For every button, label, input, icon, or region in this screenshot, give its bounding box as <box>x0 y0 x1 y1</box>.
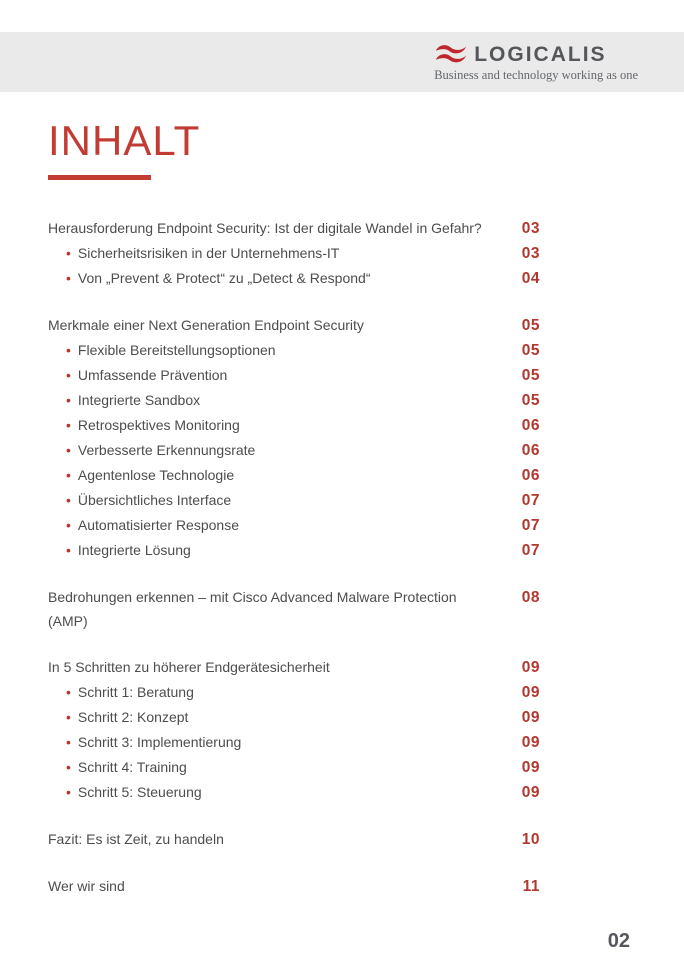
toc-entry-page: 03 <box>521 220 540 237</box>
toc-entry[interactable] <box>48 241 540 266</box>
toc-entry-label: Merkmale einer Next Generation Endpoint Security <box>48 317 364 333</box>
bullet-icon: • <box>66 467 71 483</box>
bullet-icon: • <box>66 245 71 261</box>
toc-entry-page: 05 <box>521 392 540 409</box>
toc-group <box>48 655 540 805</box>
toc-entry[interactable] <box>48 313 540 338</box>
bullet-icon: • <box>66 270 71 286</box>
toc-entry-label: • Verbesserte Erkennungsrate <box>66 442 256 458</box>
toc-group <box>48 827 540 852</box>
toc-entry-label: • Schritt 4: Training <box>66 759 187 775</box>
toc-entry-label: Bedrohungen erkennen – mit Cisco Advanced Malware Protection (AMP) <box>48 589 457 629</box>
toc-entry-page: 10 <box>521 831 540 848</box>
toc-entry-label: • Integrierte Sandbox <box>66 392 201 408</box>
toc-entry-page: 08 <box>521 589 540 606</box>
toc-entry[interactable] <box>48 513 540 538</box>
toc-entry-page: 06 <box>521 467 540 484</box>
toc-entry[interactable] <box>48 388 540 413</box>
bullet-icon: • <box>66 684 71 700</box>
toc-entry-label: • Umfassende Prävention <box>66 367 228 383</box>
bullet-icon: • <box>66 342 71 358</box>
toc-entry[interactable] <box>48 338 540 363</box>
toc-entry-label: • Von „Prevent & Protect“ zu „Detect & Respond“ <box>66 270 371 286</box>
toc-entry[interactable] <box>48 216 540 241</box>
toc-group <box>48 216 540 291</box>
toc-entry-page: 09 <box>521 709 540 726</box>
toc-group <box>48 585 540 633</box>
toc-group <box>48 313 540 563</box>
toc-entry[interactable] <box>48 538 540 563</box>
toc-entry-label: • Schritt 5: Steuerung <box>66 784 202 800</box>
toc-entry[interactable] <box>48 463 540 488</box>
toc-entry[interactable] <box>48 488 540 513</box>
toc-entry[interactable] <box>48 780 540 805</box>
toc-entry-label: Wer wir sind <box>48 878 125 894</box>
toc-entry-page: 07 <box>521 492 540 509</box>
footer-page-number: 02 <box>607 930 630 952</box>
toc-entry-page: 09 <box>521 684 540 701</box>
toc-entry-label: • Schritt 1: Beratung <box>66 684 194 700</box>
bullet-icon: • <box>66 442 71 458</box>
toc-entry[interactable] <box>48 680 540 705</box>
toc-entry-page: 07 <box>521 517 540 534</box>
toc-entry-page: 05 <box>521 317 540 334</box>
toc-entry-page: 05 <box>521 367 540 384</box>
main-content <box>48 92 638 899</box>
toc-entry[interactable] <box>48 363 540 388</box>
toc-entry-page: 09 <box>521 759 540 776</box>
toc-entry-label: • Flexible Bereitstellungsoptionen <box>66 342 276 358</box>
toc-entry-label: Herausforderung Endpoint Security: Ist der digitale Wandel in Gefahr? <box>48 220 482 236</box>
toc-entry-label: • Agentenlose Technologie <box>66 467 235 483</box>
toc-entry[interactable] <box>48 827 540 852</box>
bullet-icon: • <box>66 784 71 800</box>
toc-entry[interactable] <box>48 705 540 730</box>
toc-entry-page: 09 <box>521 659 540 676</box>
toc-entry-label: • Retrospektives Monitoring <box>66 417 240 433</box>
bullet-icon: • <box>66 417 71 433</box>
toc-entry[interactable] <box>48 874 540 899</box>
bullet-icon: • <box>66 392 71 408</box>
toc-entry-page: 03 <box>521 245 540 262</box>
bullet-icon: • <box>66 734 71 750</box>
logo-row <box>434 43 606 66</box>
bullet-icon: • <box>66 542 71 558</box>
toc-entry-label: • Schritt 3: Implementierung <box>66 734 242 750</box>
toc-entry-label: • Integrierte Lösung <box>66 542 191 558</box>
toc-entry-page: 07 <box>521 542 540 559</box>
bullet-icon: • <box>66 709 71 725</box>
toc-entry-page: 06 <box>521 442 540 459</box>
logicalis-logo <box>434 43 638 82</box>
toc-entry[interactable] <box>48 438 540 463</box>
logicalis-swirl-icon <box>434 43 468 66</box>
page-title: INHALT <box>48 117 201 164</box>
toc-entry[interactable] <box>48 585 540 633</box>
toc-entry[interactable] <box>48 730 540 755</box>
toc-entry-page: 04 <box>521 270 540 287</box>
bullet-icon: • <box>66 367 71 383</box>
header-band <box>0 32 684 92</box>
bullet-icon: • <box>66 759 71 775</box>
toc-group <box>48 874 540 899</box>
toc-entry[interactable] <box>48 655 540 680</box>
toc-entry-label: • Sicherheitsrisiken in der Unternehmens-IT <box>66 245 340 261</box>
toc-entry-page: 09 <box>521 734 540 751</box>
toc-entry-page: 06 <box>521 417 540 434</box>
brand-tagline: Business and technology working as one <box>434 67 638 82</box>
toc-list <box>48 216 540 899</box>
toc-entry[interactable] <box>48 266 540 291</box>
toc-entry-page: 05 <box>521 342 540 359</box>
toc-entry-page: 09 <box>521 784 540 801</box>
toc-entry-page: 11 <box>522 878 540 895</box>
toc-entry-label: • Übersichtliches Interface <box>66 492 232 508</box>
toc-entry-label: Fazit: Es ist Zeit, zu handeln <box>48 831 224 847</box>
toc-entry-label: In 5 Schritten zu höherer Endgerätesicherheit <box>48 659 330 675</box>
toc-entry-label: • Automatisierter Response <box>66 517 239 533</box>
toc-entry[interactable] <box>48 413 540 438</box>
title-underline <box>48 175 151 180</box>
brand-name: LOGICALIS <box>474 42 607 66</box>
toc-entry[interactable] <box>48 755 540 780</box>
bullet-icon: • <box>66 517 71 533</box>
bullet-icon: • <box>66 492 71 508</box>
toc-entry-label: • Schritt 2: Konzept <box>66 709 189 725</box>
